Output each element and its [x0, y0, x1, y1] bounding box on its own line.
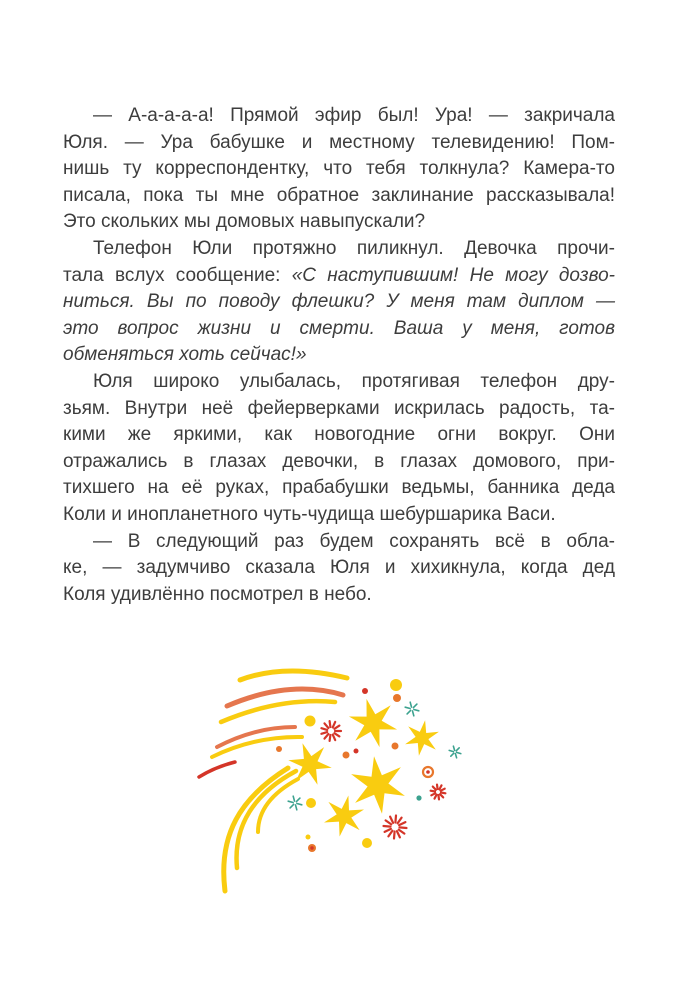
spark-dot [390, 679, 402, 691]
body-text: тала вслух сообщение: [63, 264, 292, 286]
sparkle-ray [453, 746, 454, 750]
text-line [63, 156, 615, 183]
comet-trail [221, 701, 335, 722]
star-spark [405, 720, 439, 755]
body-text: Это скольких мы домовых навыпускали? [63, 211, 426, 233]
burst-ray [388, 831, 392, 837]
burst-ray [399, 822, 405, 825]
text-line [63, 529, 615, 556]
burst-ray [400, 827, 407, 828]
body-text: Коли и инопланетного чуть-чудища шебуршарика Васи. [63, 503, 556, 525]
star-spark [351, 756, 405, 813]
burst-ray [333, 735, 336, 741]
text-block [63, 103, 615, 608]
body-text: — А-а-а-а-а! Прямой эфир был! Ура! — закричала [93, 105, 615, 126]
burst-ray [440, 794, 443, 797]
sparkle-ray [457, 752, 461, 753]
text-line [63, 209, 615, 236]
spark-dot [310, 846, 313, 849]
sparkle-ray [296, 805, 297, 810]
sparkle-ray [290, 804, 294, 808]
body-text: писала, пока ты мне обратное заклинание рассказывала! [63, 184, 615, 206]
spark-dot [393, 694, 401, 702]
text-line [63, 103, 615, 130]
sparkle-ray [297, 804, 302, 805]
text-line [63, 396, 615, 423]
text-line [63, 422, 615, 449]
text-line [63, 316, 615, 343]
text-line [63, 263, 615, 290]
burst-ray [330, 721, 331, 727]
spark-dot [416, 795, 421, 800]
spark-dot [276, 746, 282, 752]
text-line [63, 130, 615, 157]
burst-ray [398, 818, 402, 824]
burst-ray [385, 829, 391, 832]
sparkle-ray [288, 801, 293, 802]
burst-ray [397, 831, 400, 837]
body-text: — В следующий раз будем сохранять всё в обла- [93, 530, 615, 552]
sparkle-ray [451, 753, 454, 756]
text-line [63, 236, 615, 263]
spark-dot [426, 770, 430, 774]
body-text: Юля широко улыбалась, протягивая телефон дру- [93, 370, 615, 392]
message-quote-text: обменяться хоть сейчас!» [63, 344, 307, 366]
text-line [63, 475, 615, 502]
burst-ray [330, 735, 331, 741]
burst-ray [321, 732, 327, 734]
body-text: Телефон Юли протяжно пиликнул. Девочка прочи- [93, 237, 615, 259]
burst-ray [386, 820, 392, 824]
burst-ray [394, 832, 395, 839]
text-line [63, 582, 615, 609]
text-line [63, 342, 615, 369]
burst-ray [399, 830, 405, 834]
burst-ray [437, 785, 438, 789]
message-quote-text: это вопрос жизни и смерти. Ваша у меня, готов [63, 317, 615, 339]
burst-ray [325, 723, 329, 728]
burst-ray [438, 795, 439, 799]
spark-dot [392, 743, 399, 750]
spark-dot [354, 749, 359, 754]
sparkle-ray [449, 750, 453, 751]
spark-dot [362, 688, 368, 694]
sparkle-ray [455, 754, 456, 758]
burst-ray [321, 728, 327, 730]
burst-ray [384, 826, 391, 827]
burst-ray [435, 795, 437, 799]
sparkle-ray [456, 748, 459, 751]
burst-ray [395, 816, 396, 823]
text-line [63, 183, 615, 210]
sparkle-ray [296, 798, 300, 802]
fireworks-illustration [185, 650, 485, 910]
spark-dot [343, 752, 350, 759]
burst-ray [441, 793, 445, 794]
spark-dot [362, 838, 372, 848]
star-spark [349, 699, 397, 747]
body-text: кими же яркими, как новогодние огни вокруг. Они [63, 424, 615, 446]
sparkle-ray [414, 710, 419, 711]
sparkle-ray [405, 707, 410, 708]
burst-ray [439, 785, 441, 789]
comet-trail [199, 762, 235, 777]
sparkle-ray [413, 704, 417, 708]
body-text: отражались в глазах девочки, в глазах домового, при- [63, 450, 615, 472]
comet-trail [240, 671, 347, 680]
burst-ray [333, 722, 336, 728]
text-line [63, 289, 615, 316]
star-spark [324, 796, 364, 837]
text-line [63, 449, 615, 476]
burst-ray [325, 734, 329, 739]
sparkle-ray [413, 711, 414, 716]
burst-ray [334, 726, 339, 729]
burst-ray [431, 791, 435, 792]
message-quote-text: ниться. Вы по поводу флешки? У меня там диплом — [63, 291, 615, 313]
burst-ray [441, 789, 445, 791]
comet-trail [224, 768, 288, 891]
spark-dot [306, 835, 311, 840]
body-text: нишь ту корреспондентку, что тебя толкнула? Камера-то [63, 158, 615, 180]
burst-ray [433, 787, 436, 790]
message-quote-text: «С наступившим! Не могу дозво- [291, 264, 616, 286]
body-text: ке, — задумчиво сказала Юля и хихикнула, когда дед [63, 557, 615, 579]
sparkle-ray [293, 796, 294, 801]
burst-ray [334, 733, 339, 736]
sparkle-ray [410, 702, 411, 707]
burst-ray [390, 817, 393, 823]
text-line [63, 555, 615, 582]
sparkle-ray [407, 710, 411, 714]
spark-dot [305, 716, 316, 727]
body-text: тихшего на её руках, прабабушки ведьмы, банника деда [63, 477, 615, 499]
comet-trail [212, 737, 302, 757]
body-text: Коля удивлённо посмотрел в небо. [63, 583, 372, 605]
burst-ray [431, 793, 435, 795]
text-line [63, 502, 615, 529]
spark-dot [306, 798, 316, 808]
body-text: Юля. — Ура бабушке и местному телевидению! Пом- [63, 131, 615, 153]
body-text: зьям. Внутри неё фейерверками искрилась радость, та- [63, 397, 615, 419]
text-line [63, 369, 615, 396]
